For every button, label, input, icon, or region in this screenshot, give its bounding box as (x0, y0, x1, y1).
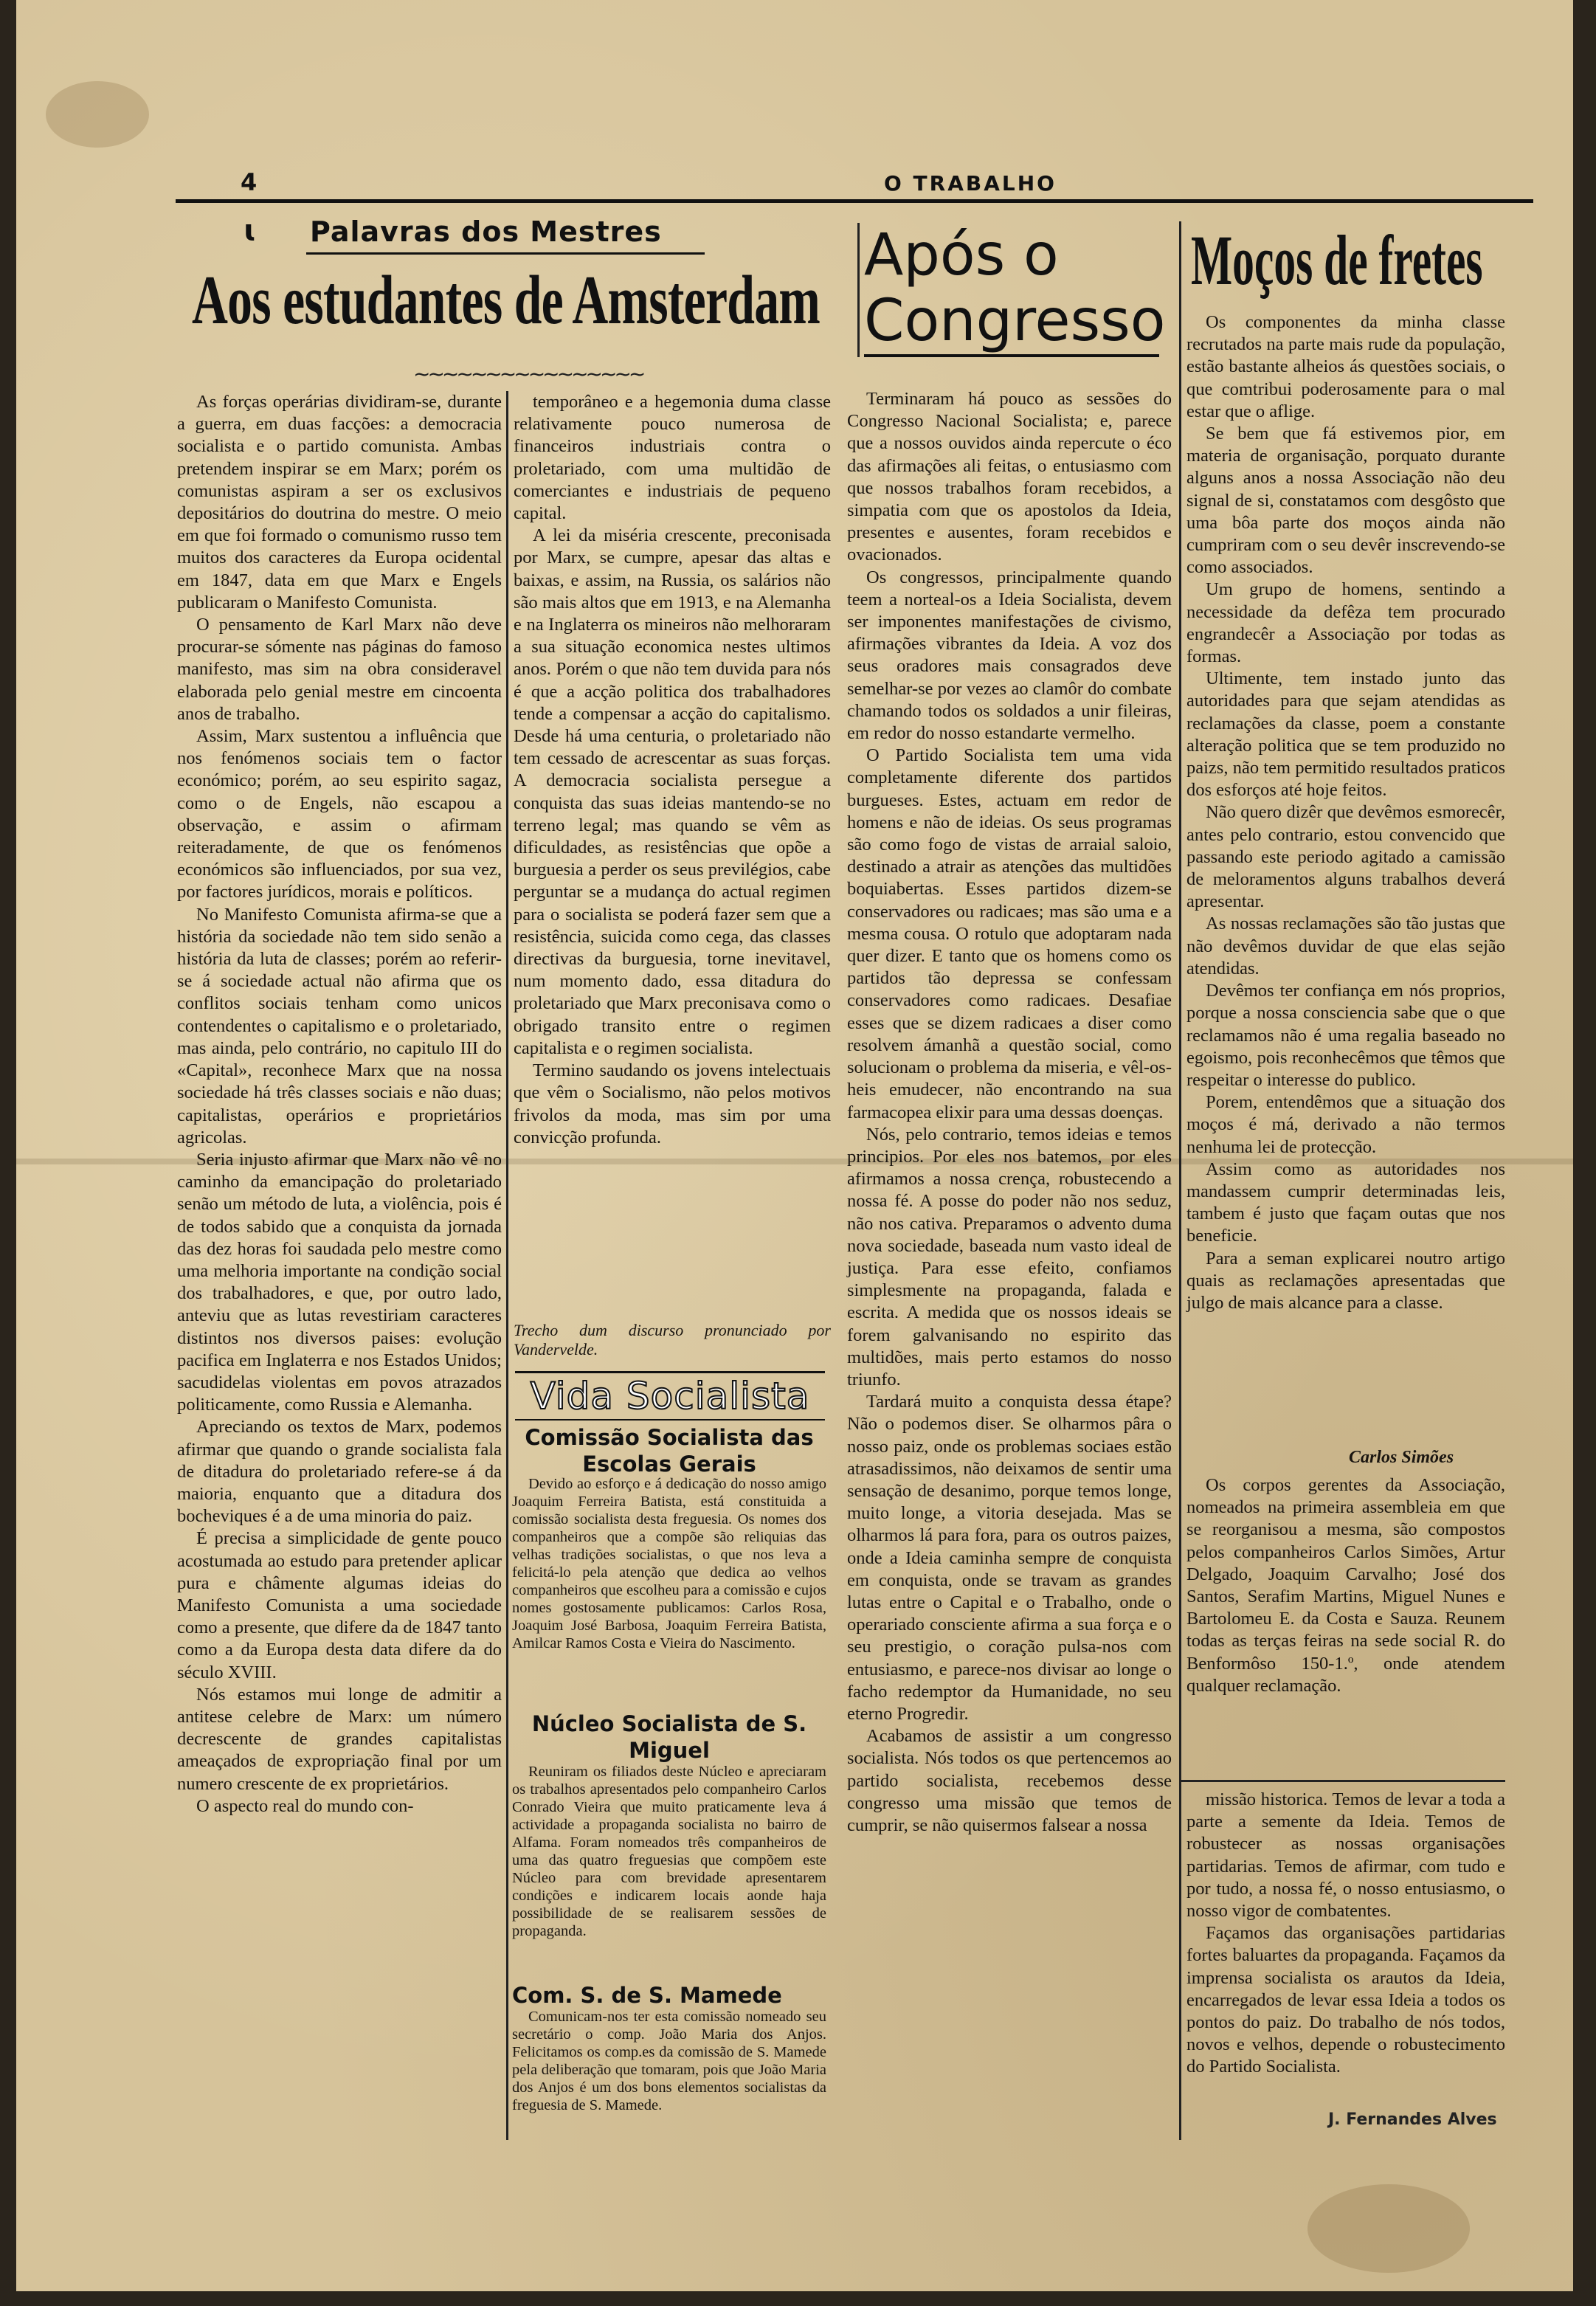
paragraph: Terminaram há pouco as sessões do Congresso Nacional Socialista; e, parece que a nossos ouvidos ainda repercute o éco das afirmações ali feitas, o entusiasmo com que nossos trabalhos foram recebidos, a simpatia com que os apostolos da Ideia, presentes e ausentes, foram recebidos e ovacionados. (847, 389, 1172, 565)
paragraph: O pensamento de Karl Marx não deve procurar-se sómente nas páginas do famoso manifesto, mas sim na obra consideravel elaborada pelo genial mestre em cincoenta anos de trabalho. (177, 615, 502, 724)
paragraph: A lei da miséria crescente, preconisada por Marx, se cumpre, apesar das altas e baixas, e assim, na Russia, os salários não são mais altos que em 1913, e na Alemanha e na Inglaterra os mineiros não melhoraram a sua situação economica nestes ultimos anos. Porém o que não tem duvida para nós é que a acção politica dos trabalhadores tende a compensar a acção do capitalismo. Desde há uma centuria, o proletariado não tem cessado de acrescentar as suas forças. A democracia socialista persegue a conquista das suas ideias mantendo-se no terreno legal; mas quando se vêm as dificuldades, as resistências que opõe a burguesia a perder os seus previlégios, cabe perguntar se a mudança do actual regimen para o socialista se poderá fazer sem que a resistência, suicida como cega, das classes directivas da burguesia, torne inevitavel, num momento dado, essa ditadura do proletariado que Marx preconisava como o obrigado transito entre o regimen capitalista e o regimen socialista. (514, 525, 831, 1058)
article1-column2 (514, 391, 831, 1149)
apos-column (847, 388, 1172, 1837)
paragraph: Acabamos de assistir a um congresso socialista. Nós todos os que pertencemos ao partido socialista, recebemos desse congresso uma missão que temos de cumprir, se não quisermos falsear a nossa (847, 1726, 1172, 1835)
vida-text-3: Comunicam-nos ter esta comissão nomeado seu secretário o comp. João Maria dos Anjos. Felicitamos os comp.es da comissão de S. Mamede pela deliberação que tomaram, pois que João Maria dos Anjos é um dos bons elementos socialistas da freguesia de S. Mamede. (512, 2009, 826, 2113)
paragraph: missão historica. Temos de levar a toda a parte a semente da Ideia. Temos de robustecer as nossas organisações partidarias. Temos de afirmar, com tudo e por tudo, a nossa fé, o nosso entusiasmo, o nosso vigor de combatentes. (1186, 1789, 1505, 1922)
vida-socialista-title: Vida Socialista (515, 1371, 825, 1420)
paragraph: Não quero dizêr que devêmos esmorecêr, antes pelo contrario, estou convencido que passando este periodo agitado a camissão de meloramentos alguns trabalhos deverá apresentar. (1186, 802, 1505, 912)
paragraph: Façamos das organisações partidarias fortes baluartes da propaganda. Façamos da imprensa socialista os arautos da Ideia, encarregados de levar essa Ideia a todos os pontos do paiz. Do trabalho de nós todos, novos e velhos, depende o robustecimento do Partido Socialista. (1186, 1923, 1505, 2077)
subhead-escolas-gerais: Comissão Socialista das Escolas Gerais (525, 1425, 814, 1477)
paragraph: As forças operárias dividiram-se, durante a guerra, em duas facções: a democracia socialista e o partido comunista. Ambas pretendem inspirar se em Marx; porém os comunistas aspiram a ser os exclusivos depositários do doutrina do mestre. O meio em que foi formado o comunismo russo tem muitos dos caracteres da Europa ocidental em 1847, data em que Marx e Engels publicaram o Manifesto Comunista. (177, 392, 502, 612)
stain (46, 81, 149, 148)
apos-title-line2: Congresso (864, 289, 1159, 357)
paragraph: Os componentes da minha classe recrutados na parte mais rude da população, estão bastante alheios ás questões sociais, o que comtribui poderosamente para o mal estar que o aflige. (1186, 312, 1505, 421)
paragraph: Seria injusto afirmar que Marx não vê no caminho da emancipação do proletariado senão um método de luta, a violência, pois é de todos sabido que a conquista da jornada das dez horas foi saudada pelo mestre como uma melhoria importante na condição social dos trabalhadores, e que, por outro lado, anteviu que as lutas revestiriam caracteres distintos nos diversos paises: evolução pacifica em Inglaterra e nos Estados Unidos; sacudidelas violentas em povos atrazados politicamente, como Russia e Alemanha. (177, 1149, 502, 1415)
paragraph: Para a seman explicarei noutro artigo quais as reclamações apresentadas que julgo de mais alcance para a classe. (1186, 1248, 1505, 1313)
mocos-column (1186, 311, 1505, 1314)
apos-continuation (1186, 1789, 1505, 2079)
article-credit: Trecho dum discurso pronunciado por Vandervelde. (514, 1321, 831, 1359)
vida-text-2: Reuniram os filiados deste Núcleo e apreciaram os trabalhos apresentados pelo companheiro Carlos Conrado Vieira que muito praticamente leva á actividade a propaganda socialista no bairro de Alfama. Foram nomeados três companheiros de uma das quatro freguesias que compõem este Núcleo para com brevidade apresentarem condições e indicarem locais aonde haja possibilidade de se realisarem sessões de propaganda. (512, 1764, 826, 1939)
masthead: O TRABALHO (884, 171, 1057, 196)
header-rule (176, 199, 1533, 203)
section-kicker: Palavras dos Mestres (310, 215, 662, 248)
column-rule (506, 391, 508, 2140)
ornament: ɩ (243, 214, 257, 248)
squiggle-divider: ~~~~~~~~~~~~~~~~ (413, 362, 643, 386)
apos-title (857, 222, 1166, 357)
page-header (176, 168, 1578, 198)
mocos-notice: Os corpos gerentes da Associação, nomeados na primeira assembleia em que se reorganisou a mesma, são compostos pelos companheiros Carlos Simões, Artur Delgado, Joaquim Carvalho; José dos Santos, Serafim Martins, Miguel Nunes e Bartolomeu E. da Costa e Sauza. Reunem todas as terças feiras na sede social R. do Benformôso 150-1.º, onde atendem qualquer reclamação. (1186, 1475, 1505, 1696)
paragraph: Nós estamos mui longe de admitir a antitese celebre de Marx: um número decrescente de grandes capitalistas ameaçados de expropriação final por um numero crescente de ex proprietários. (177, 1684, 502, 1794)
article-author: J. Fernandes Alves (1328, 2110, 1497, 2129)
vida-text-1: Devido ao esforço e á dedicação do nosso amigo Joaquim Ferreira Batista, está constituida a comissão socialista desta freguesia. Os nomes dos companheiros que a compõe são reliquias das velhas tradições socialistas, o que nos leva a felicitá-lo pela atenção que dedica ao velhos companheiros que escolheu para a comissão e cujos nomes gostosamente publicamos: Carlos Rosa, Joaquim José Barbosa, Joaquim Ferreira Batista, Amilcar Ramos Costa e Vieira do Nascimento. (512, 1476, 826, 1651)
article-title: Aos estudantes de Amsterdam (192, 262, 820, 339)
column-rule (1179, 221, 1181, 2140)
paragraph: O aspecto real do mundo con- (196, 1795, 414, 1816)
paragraph: Ultimente, tem instado junto das autoridades para que sejam atendidas as reclamações da classe, poem a constante alteração politica que se tem produzido no paizs, não tem permitido resultados praticos dos esforços até hoje feitos. (1186, 669, 1505, 801)
paragraph: Um grupo de homens, sentindo a necessidade da defêza tem procurado engrandecêr a Associação por todas as formas. (1186, 579, 1505, 667)
paragraph: temporâneo e a hegemonia duma classe relativamente pouco numerosa de financeiros industriais contra o proletariado, com uma multidão de comerciantes e industriais de pequeno capital. (514, 392, 831, 524)
paragraph: O Partido Socialista tem uma vida completamente diferente dos partidos burgueses. Estes, actuam em redor de homens e não de ideias. Os seus programas são como fogo de vistas de arraial saloio, destinado a atrair as atenções das multidões boquiabertas. Esses partidos dizem-se conservadores ou radicaes; mas são uma e a mesma cousa. O rotulo que adoptaram nada quer dizer. E tanto que os homens como os partidos tão depressa se confessam conservadores como radicaes. Desafiae esses que se dizem radicaes a diser como resolvem ámanhã a questão social, como solucionam o problema da miseria, e vêl-os-heis emudecer, não encontrando na sua farmacopea elixir para uma dessas doenças. (847, 745, 1172, 1122)
stain (1307, 2184, 1470, 2273)
kicker-underline (306, 252, 705, 255)
paragraph: É precisa a simplicidade de gente pouco acostumada ao estudo para pretender aplicar pura e châmente algumas ideias do Manifesto Comunista a uma sociedade como a presente, que difere da de 1847 tanto como a da Europa desta data difere da do século XVIII. (177, 1528, 502, 1682)
paragraph: Termino saudando os jovens intelectuais que vêm o Socialismo, não pelos motivos frivolos da moda, mas sim por uma convicção profunda. (514, 1060, 831, 1147)
mocos-title: Moços de fretes (1191, 221, 1483, 300)
subhead-s-miguel: Núcleo Socialista de S. Miguel (531, 1711, 807, 1764)
apos-title-line1: Após o (864, 222, 1059, 289)
paragraph: Apreciando os textos de Marx, podemos afirmar que quando o grande socialista fala de ditadura do proletariado refere-se á da maioria, enquanto que a ditadura dos bocheviques é a de uma minoria do paiz. (177, 1417, 502, 1527)
paragraph: Devêmos ter confiança em nós proprios, porque a nossa consciencia sabe que o que reclamamos não é uma regalia baseado no egoismo, pois reconhecêmos que têmos que respeitar o interesse do publico. (1186, 981, 1505, 1090)
paragraph: Se bem que fá estivemos pior, em materia de organisação, porquato durante alguns anos a nossa Associação não deu signal de si, constatamos com desgôsto que uma bôa parte dos moços ainda não cumpriram com o seu devêr inscrevendo-se como associados. (1186, 424, 1505, 578)
page-number: 4 (241, 168, 258, 196)
mocos-signature: Carlos Simões (1349, 1448, 1454, 1467)
paragraph: No Manifesto Comunista afirma-se que a história da sociedade não tem sido senão a história da luta de classes; porém ao referir-se á sociedade actual não afirma que os conflitos sociais tenham como unicos contendentes o capitalismo e o proletariado, mas ainda, pelo contrário, no capitulo III do «Capital», reconhece Marx que na nossa sociedade há três classes sociais e não duas; capitalistas, operários e proprietários agricolas. (177, 904, 502, 1147)
paragraph: Os congressos, principalmente quando teem a norteal-os a Ideia Socialista, devem ser imponentes manifestações de civismo, afirmações vibrantes da Ideia. A voz dos seus oradores mais consagrados deve semelhar-se por vezes ao clamôr do combate chamando todos os soldados a unir fileiras, em redor do nosso estandarte vermelho. (847, 567, 1172, 744)
paragraph: Assim, Marx sustentou a influência que nos fenómenos sociais tem o factor económico; porém, ao seu espirito sagaz, como o de Engels, não escapou a observação, e assim o afirmam reiteradamente, de que os fenómenos económicos são influenciados, por sua vez, por factores jurídicos, morais e políticos. (177, 726, 502, 902)
paragraph: As nossas reclamações são tão justas que não devêmos duvidar de que elas sejão atendidas. (1186, 914, 1505, 978)
paragraph: Porem, entendêmos que a situação dos moços é má, derivado a não termos nenhuma lei de protecção. (1186, 1092, 1505, 1157)
paragraph: Assim como as autoridades nos mandassem cumprir determinadas leis, tambem é justo que façam outas que nos beneficie. (1186, 1159, 1505, 1246)
subhead-s-mamede: Com. S. de S. Mamede (512, 1983, 782, 2008)
continuation-rule (1181, 1780, 1505, 1782)
article1-column1 (177, 391, 502, 1817)
paragraph: Tardará muito a conquista dessa étape? Não o podemos diser. Se olharmos pâra o nosso paiz, onde os problemas sociaes estão atrasadissimos, não deixamos de sentir uma sensação de desanimo, porque temos longe, muito longe, a vitoria desejada. Mas se olharmos lá para fora, para os outros paizes, onde a Ideia caminha sempre de conquista em conquista, onde se travam as grandes lutas entre o Capital e o Trabalho, onde o operariado consciente afirma a sua força e o seu prestigio, o coração pulsa-nos com entusiasmo, e parece-nos divisar ao longe o facho redemptor da Humanidade, no seu eterno Progredir. (847, 1392, 1172, 1724)
paragraph: Nós, pelo contrario, temos ideias e temos principios. Por eles nos batemos, por eles afirmamos a nossa crença, robustecendo a nossa fé. A posse do poder não nos seduz, não nos cativa. Preparamos o advento duma nova sociedade, baseada num vasto ideal de justiça. Para esse efeito, confiamos simplesmente na propaganda, falada e escrita. A medida que os nossos ideais se forem galvanisando no espirito das multidões, mais perto estamos do nosso triunfo. (847, 1124, 1172, 1390)
